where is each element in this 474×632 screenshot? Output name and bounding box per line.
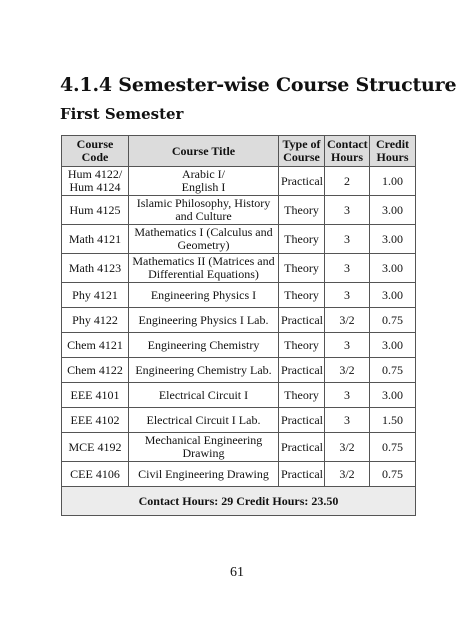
course-title-cell: Electrical Circuit I Lab. — [129, 408, 279, 433]
contact-hours-cell: 3 — [325, 383, 370, 408]
semester-subheading: First Semester — [60, 105, 184, 123]
course-title-cell: Mechanical Engineering Drawing — [129, 433, 279, 462]
credit-hours-cell: 3.00 — [370, 283, 416, 308]
course-type-cell: Practical — [279, 462, 325, 487]
contact-hours-cell: 3/2 — [325, 308, 370, 333]
header-course-type: Type of Course — [279, 136, 325, 167]
credit-hours-cell: 0.75 — [370, 462, 416, 487]
course-code-cell: EEE 4102 — [62, 408, 129, 433]
course-title-cell: Civil Engineering Drawing — [129, 462, 279, 487]
course-type-cell: Theory — [279, 196, 325, 225]
course-title-cell: Engineering Chemistry Lab. — [129, 358, 279, 383]
course-title-cell: Engineering Physics I — [129, 283, 279, 308]
course-title-cell: Islamic Philosophy, History and Culture — [129, 196, 279, 225]
contact-hours-cell: 3 — [325, 225, 370, 254]
table-row — [62, 433, 416, 462]
contact-hours-cell: 3 — [325, 408, 370, 433]
course-type-cell: Practical — [279, 358, 325, 383]
credit-hours-cell: 3.00 — [370, 254, 416, 283]
contact-hours-cell: 3/2 — [325, 358, 370, 383]
course-code-cell: MCE 4192 — [62, 433, 129, 462]
course-title-cell: Mathematics II (Matrices and Differential Equations) — [129, 254, 279, 283]
credit-hours-cell: 1.50 — [370, 408, 416, 433]
course-code-cell: Math 4123 — [62, 254, 129, 283]
course-type-cell: Practical — [279, 408, 325, 433]
table-row — [62, 225, 416, 254]
course-title-cell: Arabic I/ English I — [129, 167, 279, 196]
totals-row — [62, 487, 416, 516]
credit-hours-cell: 0.75 — [370, 358, 416, 383]
course-code-cell: Hum 4122/ Hum 4124 — [62, 167, 129, 196]
table-row — [62, 167, 416, 196]
section-heading: 4.1.4 Semester-wise Course Structure — [60, 74, 457, 96]
contact-hours-cell: 3 — [325, 196, 370, 225]
table-row — [62, 408, 416, 433]
credit-hours-cell: 1.00 — [370, 167, 416, 196]
table-row — [62, 283, 416, 308]
table-row — [62, 358, 416, 383]
table-header-row — [62, 136, 416, 167]
course-type-cell: Theory — [279, 383, 325, 408]
course-type-cell: Theory — [279, 254, 325, 283]
totals-cell: Contact Hours: 29 Credit Hours: 23.50 — [62, 487, 416, 516]
table-row — [62, 254, 416, 283]
credit-hours-cell: 0.75 — [370, 308, 416, 333]
course-code-cell: Phy 4121 — [62, 283, 129, 308]
contact-hours-cell: 3 — [325, 333, 370, 358]
course-type-cell: Practical — [279, 308, 325, 333]
course-code-cell: Math 4121 — [62, 225, 129, 254]
contact-hours-cell: 3 — [325, 283, 370, 308]
course-title-cell: Engineering Physics I Lab. — [129, 308, 279, 333]
credit-hours-cell: 3.00 — [370, 333, 416, 358]
header-credit-hours: Credit Hours — [370, 136, 416, 167]
course-type-cell: Theory — [279, 283, 325, 308]
course-code-cell: EEE 4101 — [62, 383, 129, 408]
header-course-title: Course Title — [129, 136, 279, 167]
contact-hours-cell: 2 — [325, 167, 370, 196]
course-title-cell: Engineering Chemistry — [129, 333, 279, 358]
page-number: 61 — [230, 565, 244, 580]
course-type-cell: Theory — [279, 333, 325, 358]
contact-hours-cell: 3/2 — [325, 462, 370, 487]
table-row — [62, 333, 416, 358]
course-type-cell: Practical — [279, 167, 325, 196]
credit-hours-cell: 3.00 — [370, 196, 416, 225]
course-code-cell: Chem 4122 — [62, 358, 129, 383]
contact-hours-cell: 3/2 — [325, 433, 370, 462]
course-code-cell: Chem 4121 — [62, 333, 129, 358]
credit-hours-cell: 3.00 — [370, 225, 416, 254]
course-table — [61, 135, 416, 516]
table-row — [62, 383, 416, 408]
header-contact-hours: Contact Hours — [325, 136, 370, 167]
course-code-cell: Phy 4122 — [62, 308, 129, 333]
header-course-code: Course Code — [62, 136, 129, 167]
course-rows — [62, 167, 416, 487]
credit-hours-cell: 0.75 — [370, 433, 416, 462]
course-title-cell: Electrical Circuit I — [129, 383, 279, 408]
course-type-cell: Practical — [279, 433, 325, 462]
contact-hours-cell: 3 — [325, 254, 370, 283]
table-row — [62, 462, 416, 487]
course-code-cell: CEE 4106 — [62, 462, 129, 487]
course-title-cell: Mathematics I (Calculus and Geometry) — [129, 225, 279, 254]
course-type-cell: Theory — [279, 225, 325, 254]
course-code-cell: Hum 4125 — [62, 196, 129, 225]
table-row — [62, 308, 416, 333]
table-row — [62, 196, 416, 225]
credit-hours-cell: 3.00 — [370, 383, 416, 408]
